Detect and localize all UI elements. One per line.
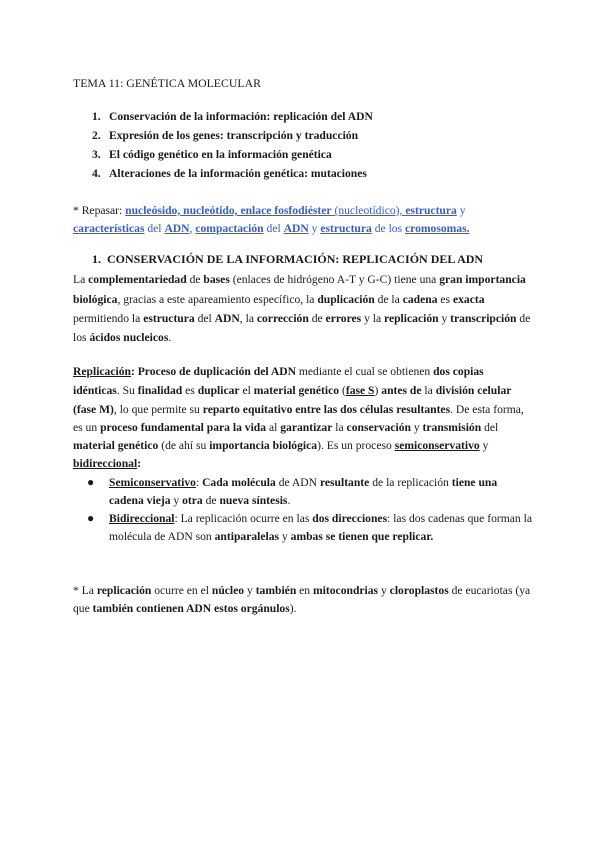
link-cromosomas[interactable]: cromosomas. (405, 222, 470, 235)
link-caracteristicas[interactable]: características (73, 222, 145, 235)
page-title: TEMA 11: GENÉTICA MOLECULAR (73, 76, 261, 90)
link-compactacion[interactable]: compactación (195, 222, 264, 235)
link-nucleosido[interactable]: nucleósido, nucleótido, enlace fosfodiéster (125, 204, 332, 217)
repasar-line-1: * Repasar: nucleósido, nucleótido, enlace fosfodiéster (nucleotídico), estructura y (73, 204, 466, 217)
bullet-icon: ● (87, 511, 95, 525)
repasar-line-2: características del ADN, compactación del ADN y estructura de los cromosomas. (73, 222, 470, 235)
link-estructura[interactable]: estructura (405, 204, 457, 217)
bullet-icon: ● (87, 475, 95, 489)
document-page: TEMA 11: GENÉTICA MOLECULAR 1. Conservación de la información: replicación del ADN 2. Expresión de los genes: transcripción y traducción 3. El código genético en la información genética 4. Alteraciones de la información genética: mutaciones * Repasar: nucleósido, nucleótido, enlace fosfodiéster (nucleotídico), estructura y características del ADN, compactación del ADN y estructura de los cromosomas. 1. CONSERVACIÓN DE LA INFORMACIÓN: REPLICACIÓN DEL ADN La complementariedad de bases (enlaces de hidrógeno A-T y G-C) tiene una gran importancia biológica, gracias a este apareamiento específico, la duplicación de la cadena es exacta permitiendo la estructura del ADN, la corrección de errores y la replicación y transcripción de los ácidos nucleicos. Replicación: Proceso de duplicación del ADN mediante el cual se obtienen dos copias idénticas. Su finalidad es duplicar el material genético (fase S) antes de la división celular (fase M), lo que permite su reparto equitativo entre las dos células resultantes. De esta forma, es un proceso fundamental para la vida al garantizar la conservación y transmisión del material genético (de ahí su importancia biológica). Es un proceso semiconservativo y bidireccional: ● Semiconservativo: Cada molécula de ADN resultante de la replicación tiene una cadena vieja y otra de nueva síntesis. ● Bidireccional: La replicación ocurre en las dos direcciones: las dos cadenas que forman la molécula de ADN son antiparalelas y ambas se tienen que replicar. * La replicación ocurre en el núcleo y también en mitocondrias y cloroplastos de eucariotas (ya que también contienen ADN estos orgánulos). (73, 76, 532, 615)
